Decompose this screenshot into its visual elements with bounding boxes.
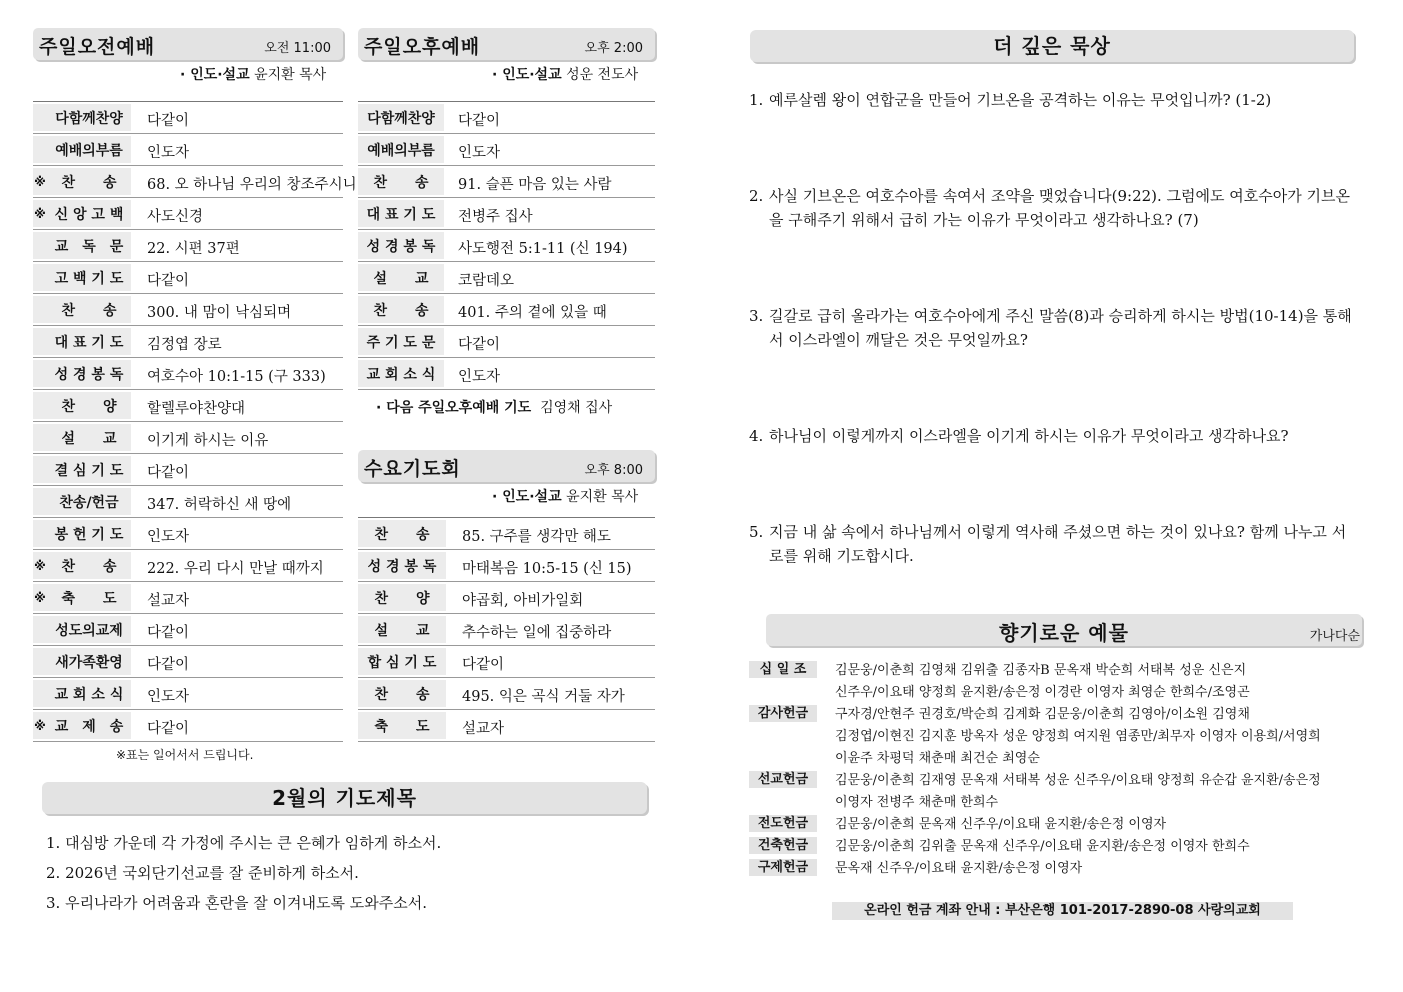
order-label-box	[358, 104, 444, 131]
order-label-box	[358, 648, 446, 675]
morning-service-title: 주일오전예배	[39, 36, 156, 58]
order-value: 다같이	[458, 113, 501, 129]
order-value: 이기게 하시는 이유	[147, 433, 269, 449]
order-value: 다같이	[147, 721, 190, 737]
order-row	[33, 262, 343, 294]
standing-mark: ※	[34, 718, 46, 733]
order-label-box	[33, 424, 131, 451]
order-label-box	[33, 584, 131, 611]
meditation-question	[749, 304, 1357, 352]
order-label: 찬 송	[61, 174, 117, 191]
afternoon-leader-label: · 인도·설교	[492, 67, 562, 83]
order-value: 22. 시편 37편	[147, 241, 240, 257]
order-label-box	[358, 232, 444, 259]
order-value: 김정엽 장로	[147, 337, 222, 353]
order-row	[358, 614, 655, 646]
offering-group	[749, 770, 1369, 814]
offering-order-note: 가나다순	[1309, 629, 1360, 644]
order-label-box	[358, 296, 444, 323]
order-row	[358, 294, 655, 326]
order-label: 봉 헌 기 도	[54, 526, 124, 543]
order-value: 인도자	[147, 145, 190, 161]
order-label-box	[358, 584, 446, 611]
order-row	[33, 390, 343, 422]
order-label-box	[33, 680, 131, 707]
order-label-box	[358, 712, 446, 739]
order-label: 찬 송	[374, 686, 430, 703]
order-label: 예배의부름	[55, 142, 123, 159]
question-text: 지금 내 삶 속에서 하나님께서 이렇게 역사해 주셨으면 하는 것이 있나요? 함께 나누고 서로를 위해 기도합시다.	[769, 523, 1347, 565]
order-value: 401. 주의 곁에 있을 때	[458, 305, 607, 321]
order-label: 대 표 기 도	[366, 206, 436, 223]
order-value: 다같이	[462, 657, 505, 673]
offering-names-line: 이영자 전병주 채춘매 한희수	[835, 795, 999, 810]
next-prayer-label: · 다음 주일오후예배 기도	[376, 400, 532, 416]
standing-note: ※표는 일어서서 드립니다.	[116, 748, 254, 762]
order-label: 다함께찬양	[367, 110, 435, 127]
order-row	[358, 134, 655, 166]
order-label: 주 기 도 문	[366, 334, 436, 351]
order-row	[358, 678, 655, 710]
order-label-box	[33, 168, 131, 195]
order-row	[33, 134, 343, 166]
order-label-box	[33, 392, 131, 419]
order-value: 설교자	[147, 593, 190, 609]
order-label-box	[33, 616, 131, 643]
offering-group	[749, 660, 1369, 704]
offering-names-line: 김문웅/이춘희 김위출 문옥재 신주우/이요태 윤지환/송은정 이영자 한희수	[835, 839, 1250, 854]
meditation-question	[749, 520, 1357, 568]
order-label-box	[33, 296, 131, 323]
order-label: 찬 양	[61, 398, 117, 415]
order-value: 다같이	[147, 465, 190, 481]
order-label: 교 독 문	[54, 238, 124, 255]
order-label-box	[358, 136, 444, 163]
meditation-question	[749, 88, 1357, 112]
order-row	[33, 326, 343, 358]
order-label: 성도의교제	[55, 622, 123, 639]
order-value: 다같이	[147, 113, 190, 129]
order-row	[33, 422, 343, 454]
next-prayer-name: 김영채 집사	[540, 400, 613, 416]
question-text: 길갈로 급히 올라가는 여호수아에게 주신 말씀(8)과 승리하게 하시는 방법(10-14)을 통해서 이스라엘이 깨달은 것은 무엇일까요?	[769, 307, 1352, 349]
offering-type-label: 구제헌금	[749, 859, 817, 876]
morning-service-time: 오전 11:00	[264, 41, 331, 56]
wednesday-leader-name: 윤지환 목사	[566, 489, 639, 505]
order-value: 222. 우리 다시 만날 때까지	[147, 561, 324, 577]
order-row	[358, 550, 655, 582]
order-row	[33, 614, 343, 646]
online-account-info: 온라인 헌금 계좌 안내 : 부산은행 101-2017-2890-08 사랑의교회	[832, 902, 1293, 920]
order-label: 교 회 소 식	[54, 686, 124, 703]
order-value: 495. 익은 곡식 거둘 자가	[462, 689, 625, 705]
order-label: 교 회 소 식	[366, 366, 436, 383]
question-number: 3.	[749, 307, 764, 325]
order-label-box	[358, 520, 446, 547]
order-row	[33, 582, 343, 614]
prayer-topic-item: 1. 대심방 가운데 각 가정에 주시는 큰 은혜가 임하게 하소서.	[46, 834, 442, 852]
order-row	[358, 518, 655, 550]
order-value: 코람데오	[458, 273, 515, 289]
meditation-question	[749, 424, 1357, 448]
order-row	[33, 710, 343, 742]
order-label-box	[33, 552, 131, 579]
meditation-question	[749, 184, 1357, 232]
order-value: 다같이	[147, 657, 190, 673]
order-row	[358, 582, 655, 614]
order-value: 인도자	[458, 369, 501, 385]
order-row	[358, 646, 655, 678]
order-label: 고 백 기 도	[54, 270, 124, 287]
offering-title: 향기로운 예물	[999, 621, 1129, 645]
order-label-box	[33, 488, 131, 515]
question-text: 예루살렘 왕이 연합군을 만들어 기브온을 공격하는 이유는 무엇입니까? (1-2)	[769, 91, 1272, 109]
order-label: 설 교	[374, 622, 430, 639]
order-label: 합 심 기 도	[367, 654, 437, 671]
offering-names-line: 김문웅/이춘희 문옥재 신주우/이요태 윤지환/송은정 이영자	[835, 817, 1167, 832]
order-value: 다같이	[458, 337, 501, 353]
order-label-box	[33, 104, 131, 131]
order-label: 축 도	[374, 718, 430, 735]
order-value: 사도행전 5:1-11 (신 194)	[458, 241, 628, 257]
morning-leader	[180, 64, 326, 84]
order-label-box	[33, 232, 131, 259]
order-label: 찬 송	[61, 302, 117, 319]
order-row	[358, 198, 655, 230]
offering-header	[766, 614, 1362, 646]
order-label-box	[33, 360, 131, 387]
order-value: 다같이	[147, 273, 190, 289]
morning-order-table	[33, 101, 357, 742]
offering-names-line: 김문웅/이춘희 김영채 김위출 김종자B 문옥재 박순희 서태복 성운 신은지	[835, 663, 1247, 678]
order-label-box	[33, 264, 131, 291]
afternoon-order-table	[358, 101, 655, 390]
order-label: 다함께찬양	[55, 110, 123, 127]
order-value: 야곱회, 아비가일회	[462, 593, 584, 609]
order-row	[358, 262, 655, 294]
order-row	[358, 102, 655, 134]
afternoon-service-header	[358, 28, 655, 60]
order-value: 인도자	[147, 529, 190, 545]
afternoon-leader-name: 성운 전도사	[566, 67, 639, 83]
order-label-box	[33, 520, 131, 547]
wednesday-service-title: 수요기도회	[364, 458, 461, 480]
order-label-box	[33, 712, 131, 739]
order-label: 대 표 기 도	[54, 334, 124, 351]
order-row	[33, 230, 343, 262]
order-label: 신 앙 고 백	[54, 206, 124, 223]
order-row	[33, 646, 343, 678]
order-label-box	[358, 360, 444, 387]
order-row	[33, 678, 343, 710]
offering-type-label: 십 일 조	[749, 661, 817, 678]
order-label-box	[33, 136, 131, 163]
prayer-topics-header: 2월의 기도제목	[42, 782, 647, 814]
order-label: 설 교	[373, 270, 429, 287]
order-row	[33, 518, 343, 550]
offering-type-label: 선교헌금	[749, 771, 817, 788]
order-value: 설교자	[462, 721, 505, 737]
prayer-topic-item: 2. 2026년 국외단기선교를 잘 준비하게 하소서.	[46, 864, 359, 882]
offering-group	[749, 814, 1369, 836]
order-value: 추수하는 일에 집중하라	[462, 625, 612, 641]
order-value: 91. 슬픈 마음 있는 사람	[458, 177, 612, 193]
meditation-header: 더 깊은 묵상	[750, 30, 1354, 62]
prayer-topic-item: 3. 우리나라가 어려움과 혼란을 잘 이겨내도록 도와주소서.	[46, 894, 427, 912]
order-label: 찬 송	[61, 558, 117, 575]
order-label-box	[358, 200, 444, 227]
order-label-box	[33, 456, 131, 483]
order-value: 인도자	[458, 145, 501, 161]
offering-type-label: 감사헌금	[749, 705, 817, 722]
offering-group	[749, 704, 1369, 770]
afternoon-service-title: 주일오후예배	[364, 36, 481, 58]
prayer-topics-list	[46, 832, 441, 922]
order-row	[33, 454, 343, 486]
order-label: 교 제 송	[54, 718, 124, 735]
standing-mark: ※	[34, 558, 46, 573]
order-label-box	[358, 552, 446, 579]
order-value: 전병주 집사	[458, 209, 533, 225]
wednesday-order-table	[358, 517, 655, 742]
question-number: 2.	[749, 187, 764, 205]
offering-group	[749, 858, 1369, 880]
offering-names-line: 문옥재 신주우/이요태 윤지환/송은정 이영자	[835, 861, 1083, 876]
order-label: 찬 양	[374, 590, 430, 607]
order-row	[33, 198, 343, 230]
order-label: 찬 송	[373, 302, 429, 319]
order-row	[33, 358, 343, 390]
order-label-box	[358, 328, 444, 355]
order-row	[33, 486, 343, 518]
order-label-box	[358, 168, 444, 195]
question-number: 4.	[749, 427, 764, 445]
question-number: 5.	[749, 523, 764, 541]
next-afternoon-prayer	[376, 397, 612, 417]
order-value: 사도신경	[147, 209, 204, 225]
order-value: 68. 오 하나님 우리의 창조주시니	[147, 177, 357, 193]
morning-leader-name: 윤지환 목사	[254, 67, 327, 83]
standing-mark: ※	[34, 174, 46, 189]
order-label-box	[358, 680, 446, 707]
order-row	[33, 166, 357, 198]
order-label-box	[33, 648, 131, 675]
order-value: 300. 내 맘이 낙심되며	[147, 305, 292, 321]
order-label: 찬 송	[374, 526, 430, 543]
order-label-box	[33, 200, 131, 227]
order-label-box	[358, 616, 446, 643]
offering-names-line: 김문웅/이춘희 김재영 문옥재 서태복 성운 신주우/이요태 양정희 유순갑 윤지환/송은정	[835, 773, 1321, 788]
order-label-box	[358, 264, 444, 291]
standing-mark: ※	[34, 206, 46, 221]
order-label: 설 교	[61, 430, 117, 447]
question-number: 1.	[749, 91, 764, 109]
order-value: 85. 구주를 생각만 해도	[462, 529, 611, 545]
order-value: 할렐루야찬양대	[147, 401, 246, 417]
offering-list	[749, 660, 1369, 880]
order-label: 새가족환영	[55, 654, 123, 671]
morning-leader-label: · 인도·설교	[180, 67, 250, 83]
order-row	[358, 326, 655, 358]
question-text: 사실 기브온은 여호수아를 속여서 조약을 맺었습니다(9:22). 그럼에도 여호수아가 기브온을 구해주기 위해서 급히 가는 이유가 무엇이라고 생각하나요? (7)	[769, 187, 1350, 229]
order-row	[358, 230, 655, 262]
order-row	[358, 166, 655, 198]
offering-names-line: 김정엽/이현진 김지훈 방옥자 성운 양정희 여지원 염종만/최무자 이영자 이용희/서영희	[835, 729, 1321, 744]
order-row	[33, 102, 343, 134]
order-row	[33, 294, 343, 326]
wednesday-leader-label: · 인도·설교	[492, 489, 562, 505]
question-text: 하나님이 이렇게까지 이스라엘을 이기게 하시는 이유가 무엇이라고 생각하나요?	[769, 427, 1289, 445]
offering-names-line: 구자경/안현주 권경호/박순희 김계화 김문웅/이춘희 김영아/이소원 김영채	[835, 707, 1250, 722]
order-value: 347. 허락하신 새 땅에	[147, 497, 292, 513]
order-label-box	[33, 328, 131, 355]
wednesday-service-header	[358, 450, 655, 482]
offering-type-label: 전도헌금	[749, 815, 817, 832]
order-label: 예배의부름	[367, 142, 435, 159]
afternoon-service-time: 오후 2:00	[584, 41, 643, 56]
order-value: 여호수아 10:1-15 (구 333)	[147, 369, 326, 385]
order-label: 성 경 봉 독	[54, 366, 124, 383]
offering-names-line: 이윤주 차평덕 채춘매 최건순 최영순	[835, 751, 1040, 766]
wednesday-leader	[492, 486, 638, 506]
offering-type-label: 건축헌금	[749, 837, 817, 854]
order-label: 축 도	[61, 590, 117, 607]
order-label: 찬 송	[373, 174, 429, 191]
order-value: 다같이	[147, 625, 190, 641]
order-row	[33, 550, 343, 582]
order-label: 성 경 봉 독	[367, 558, 437, 575]
morning-service-header	[33, 28, 343, 60]
order-row	[358, 710, 655, 742]
offering-group	[749, 836, 1369, 858]
wednesday-service-time: 오후 8:00	[584, 463, 643, 478]
order-row	[358, 358, 655, 390]
afternoon-leader	[492, 64, 638, 84]
order-label: 결 심 기 도	[54, 462, 124, 479]
order-label: 찬송/헌금	[59, 494, 119, 511]
order-value: 마태복음 10:5-15 (신 15)	[462, 561, 632, 577]
standing-mark: ※	[34, 590, 46, 605]
order-value: 인도자	[147, 689, 190, 705]
order-label: 성 경 봉 독	[366, 238, 436, 255]
offering-names-line: 신주우/이요태 양정희 윤지환/송은정 이경란 이영자 최영순 한희수/조영곤	[835, 685, 1250, 700]
